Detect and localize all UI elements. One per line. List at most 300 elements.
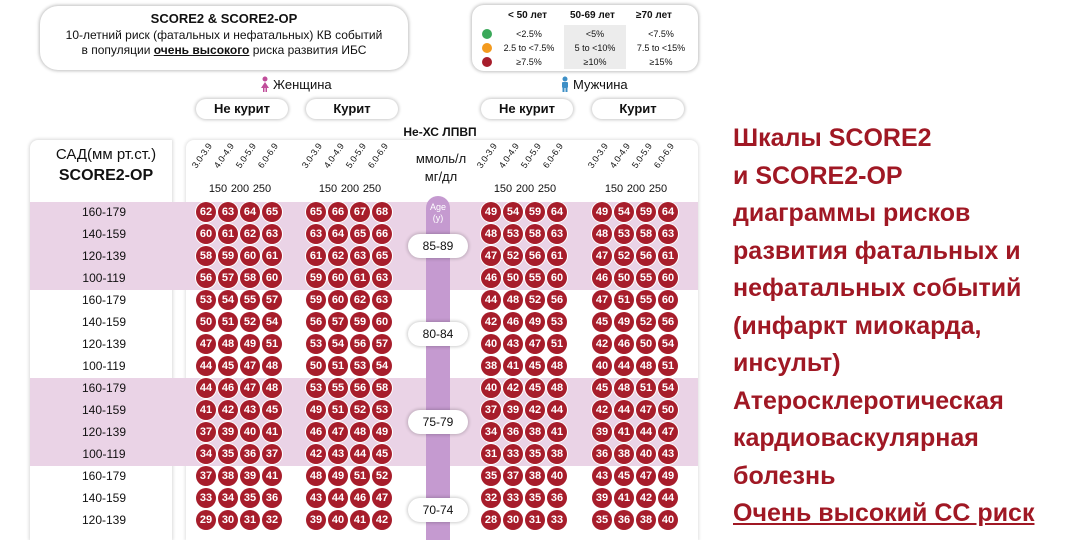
risk-value-dot: 59 — [350, 312, 370, 332]
risk-value-dot: 59 — [306, 268, 326, 288]
risk-value-dot: 61 — [262, 246, 282, 266]
tick-label-mmol: 3.0-3.9 — [474, 141, 500, 170]
sbp-row-label: 120-139 — [81, 513, 127, 527]
risk-value-dot: 40 — [328, 510, 348, 530]
risk-value-dot: 62 — [240, 224, 260, 244]
very-high-risk-label: Очень высокий СС риск — [733, 499, 1035, 527]
description-line: Атеросклеротическая — [733, 386, 1004, 415]
risk-value-dot: 43 — [592, 466, 612, 486]
tick-label-mmol: 6.0-6.9 — [255, 141, 281, 170]
risk-value-dot: 33 — [547, 510, 567, 530]
legend-cell: ≥7.5% — [516, 57, 542, 67]
risk-value-dot: 44 — [614, 400, 634, 420]
risk-value-dot: 56 — [196, 268, 216, 288]
risk-value-dot: 29 — [196, 510, 216, 530]
tick-label-mgdl: 200 — [340, 183, 360, 195]
risk-value-dot: 50 — [636, 334, 656, 354]
risk-value-dot: 54 — [328, 334, 348, 354]
risk-value-dot: 38 — [614, 444, 634, 464]
tick-label-mmol: 4.0-4.9 — [607, 141, 633, 170]
legend-cell: 5 to <10% — [574, 43, 616, 53]
tick-label-mmol: 3.0-3.9 — [585, 141, 611, 170]
non-hdl-title: Не-ХС ЛПВП — [403, 125, 477, 139]
risk-value-dot: 51 — [350, 466, 370, 486]
age-group-pill: 80-84 — [408, 322, 468, 346]
risk-value-dot: 31 — [525, 510, 545, 530]
risk-value-dot: 32 — [262, 510, 282, 530]
sbp-row-label: 140-159 — [81, 491, 127, 505]
risk-value-dot: 39 — [306, 510, 326, 530]
risk-value-dot: 46 — [592, 268, 612, 288]
risk-value-dot: 37 — [481, 400, 501, 420]
risk-value-dot: 52 — [614, 246, 634, 266]
risk-value-dot: 44 — [636, 422, 656, 442]
risk-value-dot: 49 — [658, 466, 678, 486]
risk-value-dot: 47 — [658, 422, 678, 442]
risk-value-dot: 59 — [636, 202, 656, 222]
risk-value-dot: 62 — [328, 246, 348, 266]
male-icon — [560, 76, 570, 92]
risk-value-dot: 46 — [503, 312, 523, 332]
risk-value-dot: 39 — [592, 488, 612, 508]
risk-value-dot: 49 — [525, 312, 545, 332]
risk-value-dot: 56 — [306, 312, 326, 332]
risk-value-dot: 48 — [306, 466, 326, 486]
risk-value-dot: 53 — [306, 334, 326, 354]
legend-green-dot — [482, 29, 492, 39]
risk-value-dot: 62 — [350, 290, 370, 310]
sbp-row-label: 140-159 — [81, 403, 127, 417]
risk-value-dot: 51 — [328, 356, 348, 376]
risk-value-dot: 55 — [636, 268, 656, 288]
risk-value-dot: 46 — [350, 488, 370, 508]
risk-value-dot: 46 — [481, 268, 501, 288]
tick-label-mmol: 4.0-4.9 — [321, 141, 347, 170]
tick-label-mgdl: 200 — [515, 183, 535, 195]
risk-value-dot: 34 — [218, 488, 238, 508]
risk-value-dot: 42 — [525, 400, 545, 420]
risk-value-dot: 31 — [240, 510, 260, 530]
risk-value-dot: 39 — [218, 422, 238, 442]
sbp-header-score: SCORE2-OP — [58, 167, 154, 184]
tick-label-mgdl: 250 — [537, 183, 557, 195]
risk-value-dot: 42 — [306, 444, 326, 464]
title-population: в популяции очень высокого риска развития ИБС — [81, 43, 367, 57]
risk-value-dot: 57 — [372, 334, 392, 354]
tick-label-mmol: 5.0-5.9 — [629, 141, 655, 170]
risk-value-dot: 61 — [218, 224, 238, 244]
risk-value-dot: 52 — [372, 466, 392, 486]
risk-value-dot: 63 — [218, 202, 238, 222]
tick-label-mgdl: 200 — [230, 183, 250, 195]
risk-value-dot: 63 — [372, 268, 392, 288]
sbp-row-label: 140-159 — [81, 315, 127, 329]
risk-value-dot: 65 — [372, 246, 392, 266]
risk-value-dot: 50 — [306, 356, 326, 376]
tick-label-mgdl: 150 — [318, 183, 338, 195]
risk-value-dot: 53 — [350, 356, 370, 376]
risk-value-dot: 41 — [503, 356, 523, 376]
risk-value-dot: 52 — [240, 312, 260, 332]
risk-value-dot: 41 — [196, 400, 216, 420]
tick-label-mgdl: 250 — [362, 183, 382, 195]
risk-value-dot: 41 — [614, 488, 634, 508]
risk-value-dot: 54 — [658, 378, 678, 398]
risk-value-dot: 49 — [306, 400, 326, 420]
risk-value-dot: 55 — [240, 290, 260, 310]
risk-value-dot: 30 — [218, 510, 238, 530]
risk-value-dot: 38 — [525, 422, 545, 442]
risk-value-dot: 47 — [481, 246, 501, 266]
risk-value-dot: 41 — [614, 422, 634, 442]
risk-value-dot: 48 — [350, 422, 370, 442]
risk-value-dot: 48 — [592, 224, 612, 244]
risk-value-dot: 41 — [350, 510, 370, 530]
risk-value-dot: 48 — [262, 378, 282, 398]
risk-legend — [472, 5, 698, 71]
description-line: Шкалы SCORE2 — [733, 124, 932, 152]
risk-value-dot: 40 — [592, 356, 612, 376]
description-line: нефатальных событий — [733, 274, 1022, 302]
legend-orange-dot — [482, 43, 492, 53]
risk-value-dot: 52 — [525, 290, 545, 310]
risk-value-dot: 55 — [636, 290, 656, 310]
risk-value-dot: 42 — [372, 510, 392, 530]
sbp-row-label: 160-179 — [81, 381, 127, 395]
description-line: диаграммы рисков — [733, 199, 971, 227]
tick-label-mmol: 6.0-6.9 — [365, 141, 391, 170]
risk-value-dot: 64 — [240, 202, 260, 222]
tick-label-mmol: 4.0-4.9 — [211, 141, 237, 170]
risk-value-dot: 44 — [658, 488, 678, 508]
tick-label-mmol: 5.0-5.9 — [518, 141, 544, 170]
risk-value-dot: 35 — [525, 444, 545, 464]
risk-value-dot: 39 — [592, 422, 612, 442]
risk-value-dot: 57 — [328, 312, 348, 332]
title-emphasis: очень высокого — [153, 43, 250, 57]
risk-value-dot: 44 — [196, 378, 216, 398]
risk-value-dot: 58 — [525, 224, 545, 244]
risk-value-dot: 50 — [614, 268, 634, 288]
risk-value-dot: 54 — [503, 202, 523, 222]
risk-value-dot: 33 — [503, 488, 523, 508]
risk-value-dot: 50 — [658, 400, 678, 420]
risk-value-dot: 53 — [372, 400, 392, 420]
risk-value-dot: 51 — [328, 400, 348, 420]
risk-value-dot: 56 — [525, 246, 545, 266]
description-line: кардиоваскулярная — [733, 424, 979, 452]
risk-value-dot: 42 — [481, 312, 501, 332]
risk-value-dot: 47 — [196, 334, 216, 354]
description-line: (инфаркт миокарда, — [733, 311, 982, 340]
risk-value-dot: 53 — [614, 224, 634, 244]
risk-value-dot: 47 — [240, 356, 260, 376]
risk-value-dot: 36 — [592, 444, 612, 464]
risk-value-dot: 43 — [658, 444, 678, 464]
legend-cell: <2.5% — [516, 29, 542, 39]
risk-value-dot: 40 — [240, 422, 260, 442]
risk-value-dot: 34 — [481, 422, 501, 442]
risk-value-dot: 48 — [481, 224, 501, 244]
tick-label-mgdl: 150 — [604, 183, 624, 195]
tick-label-mgdl: 250 — [252, 183, 272, 195]
risk-value-dot: 45 — [262, 400, 282, 420]
risk-value-dot: 44 — [614, 356, 634, 376]
risk-value-dot: 54 — [262, 312, 282, 332]
risk-value-dot: 54 — [372, 356, 392, 376]
risk-value-dot: 51 — [547, 334, 567, 354]
risk-value-dot: 34 — [196, 444, 216, 464]
risk-value-dot: 47 — [525, 334, 545, 354]
legend-header-under50: < 50 лет — [508, 10, 548, 21]
risk-value-dot: 47 — [372, 488, 392, 508]
description-line: и SCORE2-OP — [733, 161, 903, 190]
risk-value-dot: 48 — [636, 356, 656, 376]
risk-value-dot: 60 — [658, 268, 678, 288]
risk-value-dot: 31 — [481, 444, 501, 464]
risk-value-dot: 45 — [218, 356, 238, 376]
risk-value-dot: 62 — [196, 202, 216, 222]
risk-value-dot: 50 — [503, 268, 523, 288]
risk-value-dot: 41 — [262, 466, 282, 486]
risk-value-dot: 59 — [218, 246, 238, 266]
risk-value-dot: 51 — [658, 356, 678, 376]
risk-value-dot: 67 — [350, 202, 370, 222]
risk-value-dot: 38 — [218, 466, 238, 486]
risk-value-dot: 45 — [525, 356, 545, 376]
risk-value-dot: 35 — [218, 444, 238, 464]
risk-value-dot: 63 — [658, 224, 678, 244]
risk-value-dot: 43 — [240, 400, 260, 420]
legend-cell: 2.5 to <7.5% — [503, 43, 555, 53]
tick-label-mmol: 4.0-4.9 — [496, 141, 522, 170]
risk-value-dot: 38 — [547, 444, 567, 464]
female-label: Женщина — [260, 76, 332, 92]
risk-value-dot: 61 — [306, 246, 326, 266]
risk-value-dot: 48 — [262, 356, 282, 376]
sbp-row-label: 120-139 — [81, 249, 127, 263]
risk-value-dot: 35 — [592, 510, 612, 530]
female-smoker-header: Курит — [306, 99, 398, 119]
male-smoker-header: Курит — [592, 99, 684, 119]
description-line: болезнь — [733, 461, 836, 490]
risk-value-dot: 57 — [218, 268, 238, 288]
risk-value-dot: 58 — [372, 378, 392, 398]
risk-value-dot: 57 — [262, 290, 282, 310]
risk-value-dot: 44 — [328, 488, 348, 508]
risk-value-dot: 40 — [658, 510, 678, 530]
risk-value-dot: 37 — [503, 466, 523, 486]
risk-value-dot: 63 — [262, 224, 282, 244]
male-label: Мужчина — [560, 76, 628, 92]
risk-value-dot: 65 — [262, 202, 282, 222]
risk-value-dot: 43 — [328, 444, 348, 464]
risk-value-dot: 60 — [658, 290, 678, 310]
risk-value-dot: 45 — [592, 312, 612, 332]
risk-value-dot: 66 — [372, 224, 392, 244]
risk-value-dot: 49 — [328, 466, 348, 486]
legend-cell: <7.5% — [648, 29, 674, 39]
risk-value-dot: 39 — [503, 400, 523, 420]
risk-value-dot: 44 — [481, 290, 501, 310]
age-group-pill: 70-74 — [408, 498, 468, 522]
risk-value-dot: 49 — [481, 202, 501, 222]
risk-value-dot: 56 — [547, 290, 567, 310]
risk-value-dot: 56 — [350, 334, 370, 354]
risk-value-dot: 60 — [196, 224, 216, 244]
risk-value-dot: 42 — [636, 488, 656, 508]
risk-value-dot: 51 — [614, 290, 634, 310]
sbp-row-label: 120-139 — [81, 425, 127, 439]
risk-value-dot: 59 — [306, 290, 326, 310]
risk-value-dot: 63 — [306, 224, 326, 244]
risk-value-dot: 61 — [547, 246, 567, 266]
sbp-row-label: 100-119 — [82, 271, 126, 285]
risk-value-dot: 33 — [196, 488, 216, 508]
risk-value-dot: 63 — [350, 246, 370, 266]
tick-label-mmol: 5.0-5.9 — [233, 141, 259, 170]
risk-value-dot: 51 — [218, 312, 238, 332]
male-nonsmoker-header: Не курит — [481, 99, 573, 119]
tick-label-mmol: 6.0-6.9 — [540, 141, 566, 170]
sbp-row-label: 100-119 — [82, 447, 126, 461]
sbp-row-label: 160-179 — [81, 205, 127, 219]
risk-value-dot: 36 — [614, 510, 634, 530]
risk-value-dot: 58 — [196, 246, 216, 266]
risk-value-dot: 35 — [525, 488, 545, 508]
female-icon — [260, 76, 270, 92]
risk-value-dot: 47 — [592, 246, 612, 266]
risk-value-dot: 53 — [196, 290, 216, 310]
legend-cell: <5% — [585, 29, 605, 39]
risk-value-dot: 36 — [262, 488, 282, 508]
risk-value-dot: 60 — [262, 268, 282, 288]
risk-value-dot: 36 — [240, 444, 260, 464]
risk-value-dot: 49 — [592, 202, 612, 222]
legend-header-50-69: 50-69 лет — [570, 10, 615, 21]
risk-value-dot: 38 — [525, 466, 545, 486]
risk-value-dot: 40 — [547, 466, 567, 486]
risk-value-dot: 46 — [218, 378, 238, 398]
risk-value-dot: 44 — [196, 356, 216, 376]
risk-value-dot: 64 — [547, 202, 567, 222]
legend-red-dot — [482, 57, 492, 67]
risk-value-dot: 65 — [306, 202, 326, 222]
sbp-row-label: 100-119 — [82, 359, 126, 373]
risk-value-dot: 35 — [481, 466, 501, 486]
risk-value-dot: 53 — [547, 312, 567, 332]
risk-value-dot: 60 — [547, 268, 567, 288]
risk-value-dot: 58 — [636, 224, 656, 244]
risk-value-dot: 51 — [262, 334, 282, 354]
risk-value-dot: 61 — [658, 246, 678, 266]
risk-value-dot: 42 — [503, 378, 523, 398]
risk-value-dot: 52 — [350, 400, 370, 420]
risk-value-dot: 40 — [481, 334, 501, 354]
risk-value-dot: 54 — [658, 334, 678, 354]
risk-value-dot: 42 — [592, 400, 612, 420]
sbp-row-label: 160-179 — [81, 293, 127, 307]
risk-value-dot: 47 — [636, 400, 656, 420]
risk-value-dot: 36 — [547, 488, 567, 508]
age-caption: Age (y) — [428, 200, 448, 232]
risk-value-dot: 51 — [636, 378, 656, 398]
tick-label-mmol: 3.0-3.9 — [299, 141, 325, 170]
sbp-row-label: 160-179 — [81, 469, 127, 483]
risk-value-dot: 45 — [372, 444, 392, 464]
sbp-header-label: САД(мм рт.ст.) — [55, 146, 157, 163]
legend-header-70plus: ≥70 лет — [636, 10, 672, 21]
risk-value-dot: 66 — [328, 202, 348, 222]
risk-value-dot: 63 — [372, 290, 392, 310]
risk-value-dot: 65 — [350, 224, 370, 244]
risk-value-dot: 44 — [350, 444, 370, 464]
title-subtitle: 10-летний риск (фатальных и нефатальных) КВ событий — [65, 28, 383, 42]
tick-label-mmol: 6.0-6.9 — [651, 141, 677, 170]
female-nonsmoker-header: Не курит — [196, 99, 288, 119]
tick-label-mgdl: 150 — [493, 183, 513, 195]
description-line: инсульт) — [733, 349, 841, 377]
risk-value-dot: 44 — [547, 400, 567, 420]
risk-value-dot: 37 — [196, 422, 216, 442]
risk-value-dot: 49 — [372, 422, 392, 442]
risk-value-dot: 56 — [350, 378, 370, 398]
description-line: развития фатальных и — [733, 236, 1021, 265]
risk-value-dot: 43 — [306, 488, 326, 508]
title-main: SCORE2 & SCORE2-OP — [150, 11, 298, 26]
legend-cell: ≥15% — [649, 57, 673, 67]
units-label: ммоль/л мг/дл — [415, 151, 467, 184]
risk-value-dot: 48 — [547, 356, 567, 376]
risk-value-dot: 47 — [636, 466, 656, 486]
risk-value-dot: 60 — [240, 246, 260, 266]
risk-value-dot: 48 — [614, 378, 634, 398]
tick-label-mgdl: 200 — [626, 183, 646, 195]
risk-value-dot: 54 — [614, 202, 634, 222]
risk-value-dot: 60 — [372, 312, 392, 332]
risk-value-dot: 41 — [547, 422, 567, 442]
risk-value-dot: 47 — [328, 422, 348, 442]
risk-value-dot: 36 — [503, 422, 523, 442]
legend-cell: 7.5 to <15% — [636, 43, 686, 53]
risk-value-dot: 37 — [196, 466, 216, 486]
risk-value-dot: 42 — [592, 334, 612, 354]
risk-value-dot: 58 — [240, 268, 260, 288]
risk-value-dot: 40 — [481, 378, 501, 398]
risk-value-dot: 60 — [328, 290, 348, 310]
risk-value-dot: 68 — [372, 202, 392, 222]
tick-label-mgdl: 150 — [208, 183, 228, 195]
risk-value-dot: 42 — [218, 400, 238, 420]
risk-value-dot: 64 — [328, 224, 348, 244]
risk-value-dot: 45 — [614, 466, 634, 486]
risk-value-dot: 52 — [636, 312, 656, 332]
age-group-pill: 75-79 — [408, 410, 468, 434]
risk-value-dot: 53 — [306, 378, 326, 398]
risk-value-dot: 37 — [262, 444, 282, 464]
description-text — [733, 120, 1078, 533]
risk-value-dot: 43 — [503, 334, 523, 354]
risk-value-dot: 48 — [503, 290, 523, 310]
risk-value-dot: 46 — [614, 334, 634, 354]
risk-value-dot: 30 — [503, 510, 523, 530]
age-group-pill: 85-89 — [408, 234, 468, 258]
risk-value-dot: 64 — [658, 202, 678, 222]
risk-value-dot: 48 — [547, 378, 567, 398]
risk-value-dot: 56 — [658, 312, 678, 332]
risk-value-dot: 49 — [240, 334, 260, 354]
risk-value-dot: 40 — [636, 444, 656, 464]
